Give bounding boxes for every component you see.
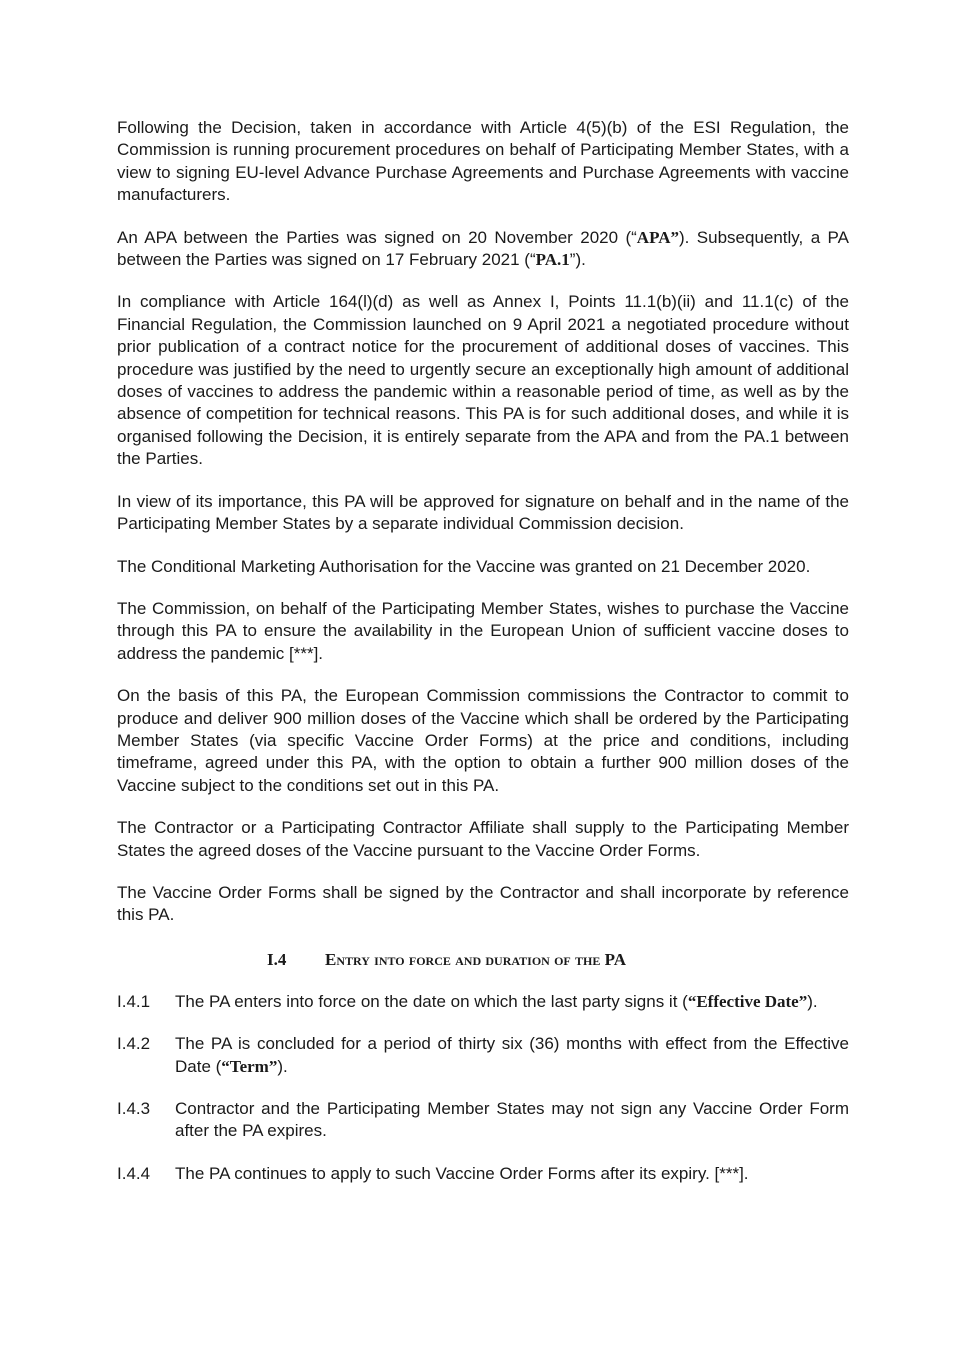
apa-text-3: ”). [569,250,586,270]
paragraph-supply: The Contractor or a Participating Contractor Affiliate shall supply to the Participating Member States the agreed doses of the Vaccine pursuant to the Vaccine Order Forms. [117,818,849,860]
paragraph-importance: In view of its importance, this PA will be approved for signature on behalf and in the name of the Participating Member States by a separate individual Commission decision. [117,491,849,534]
clause-text-part: ). [807,991,818,1011]
clause-text-part: ). [277,1056,288,1076]
paragraph-doses: On the basis of this PA, the European Commission commissions the Contractor to commit to produce and deliver 900 million doses of the Vaccine which shall be ordered by the Participating Member States (via specific Vaccine Order Forms) at the price and conditions, including timeframe, agreed under this PA, with the option to obtain a further 900 million doses of the Vaccine subject to the conditions set out in this PA. [117,686,849,795]
clause-text [175,1033,849,1078]
document-page [117,117,849,1205]
clause-item [117,991,849,1013]
clause-number: I.4.2 [117,1034,151,1054]
paragraph-decision: Following the Decision, taken in accordance with Article 4(5)(b) of the ESI Regulation, the Commission is running procurement procedures on behalf of Participating Member States, with a view to signing EU-level Advance Purchase Agreements and Purchase Agreements with vaccine manufacturers. [117,118,849,205]
section-heading [117,949,849,971]
clause-text [175,991,849,1013]
section-number: I.4 [267,949,287,969]
pa1-defined-term: PA.1 [535,250,570,270]
clause-text: The PA continues to apply to such Vaccine Order Forms after its expiry. [***]. [175,1163,749,1183]
paragraph-order-forms: The Vaccine Order Forms shall be signed by the Contractor and shall incorporate by reference this PA. [117,882,849,925]
apa-text-1: An APA between the Parties was signed on 20 November 2020 (“ [117,227,637,247]
clause-text-part: The PA enters into force on the date on which the last party signs it ( [175,991,688,1011]
clause-number: I.4.1 [117,991,151,1011]
apa-defined-term: APA” [636,227,679,247]
clause-number: I.4.3 [117,1099,151,1118]
clause-text: Contractor and the Participating Member States may not sign any Vaccine Order Form after the PA expires. [175,1099,849,1141]
paragraph-apa [117,227,849,272]
paragraph-authorisation: The Conditional Marketing Authorisation for the Vaccine was granted on 21 December 2020. [117,556,811,576]
section-title: Entry into force and duration of the PA [325,949,626,969]
effective-date-term: “Effective Date” [687,991,808,1011]
apa-text-2: ). Subsequently, a PA between the Parties was signed on 17 February 2021 (“ [117,227,849,270]
clause-item [117,1163,849,1185]
paragraph-compliance: In compliance with Article 164(l)(d) as well as Annex I, Points 11.1(b)(ii) and 11.1(c) of the Financial Regulation, the Commission launched on 9 April 2021 a negotiated procedure without prior publication of a contract notice for the procurement of additional doses of vaccines. This procedure was justified by the need to urgently secure an exceptionally high amount of additional doses of vaccines to address the pandemic within a reasonable period of time, as well as by the absence of competition for technical reasons. This PA is for such additional doses, and while it is organised following the Decision, it is entirely separate from the APA and from the PA.1 between the Parties. [117,292,849,469]
paragraph-purchase: The Commission, on behalf of the Participating Member States, wishes to purchase the Vaccine through this PA to ensure the availability in the European Union of sufficient vaccine doses to address the pandemic [***]. [117,598,849,663]
clause-text-part: The PA is concluded for a period of thirty six (36) months with effect from the Effective Date ( [175,1034,849,1076]
clause-number: I.4.4 [117,1163,151,1183]
clause-item [117,1033,849,1078]
term-defined-term: “Term” [221,1056,278,1076]
clause-item [117,1098,849,1143]
